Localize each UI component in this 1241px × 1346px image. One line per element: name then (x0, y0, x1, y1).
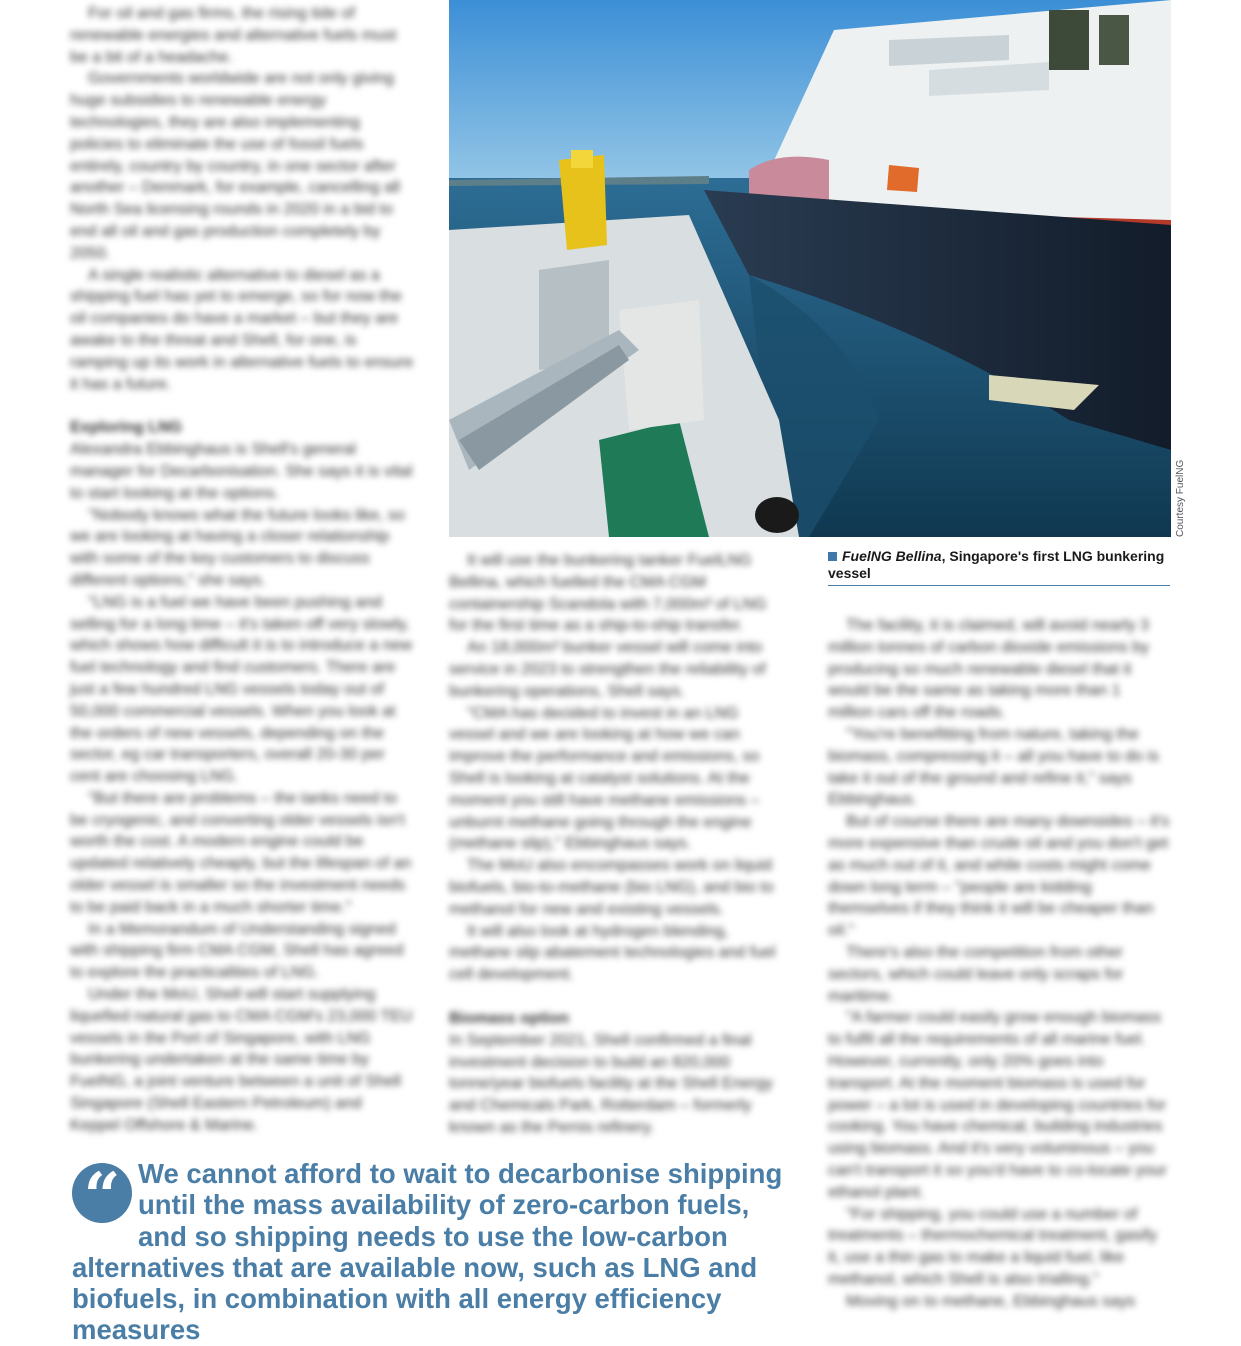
body-paragraph: "A farmer could easily grow enough biomass to fulfil all the requirements of all marine fuel. However, currently, only 20% goes into transport. At the moment biomass is used for power – a lot is used in developing countries for cooking. You have chemical, building industries using biomass. And it's very voluminous – you can't transport it so you'd have to co-locate your ethanol plant. (828, 1009, 1167, 1201)
caption-vessel-name: FuelNG Bellina (842, 548, 942, 564)
body-paragraph: But of course there are many downsides – it's more expensive than crude oil and you don't get as much out of it, and while costs might come down long term – "people are kidding themselves if they think it will be cheaper than oil." (828, 813, 1170, 940)
body-paragraph: The MoU also encompasses work on liquid biofuels, bio-to-methane (bio LNG), and bio to methanol for new and existing vessels. (449, 857, 774, 918)
body-paragraph: There's also the competition from other sectors, which could leave only scraps for maritime. (828, 943, 1124, 1005)
body-paragraph: In September 2021, Shell confirmed a final investment decision to build an 820,000 tonne/year biofuels facility at the Shell Energy and Chemicals Park, Rotterdam – formerly known as the Pernis refinery. (449, 1031, 773, 1136)
caption-square-icon (828, 552, 837, 561)
body-paragraph: An 18,000m³ bunker vessel will come into service in 2023 to strengthen the reliability of bunkering operations, Shell says. (449, 639, 766, 700)
section-heading: Biomass option (449, 1009, 570, 1027)
body-paragraph: Alexandra Ebbinghaus is Shell's general manager for Decarbonisation. She says it is vital to start looking at the options. (70, 441, 413, 502)
left-article-column (70, 3, 415, 1137)
body-paragraph: "Nobody knows what the future looks like, so we are looking at having a closer relationship with some of the key customers to discuss different options," she says. (70, 506, 405, 589)
body-paragraph: It will also look at hydrogen blending, methane slip abatement technologies and fuel cell development. (449, 922, 776, 984)
body-paragraph: A single realistic alternative to diesel as a shipping fuel has yet to emerge, so for now the oil companies do have a market – but they are awake to the threat and Shell, for one, is ramping up its work in alternative fuels to ensure it has a future. (70, 266, 414, 393)
body-paragraph: It will use the bunkering tanker FuelLNG Bellina, which fuelled the CMA CGM containership Scandola with 7,000m³ of LNG for the first time as a ship-to-ship transfer. (449, 552, 767, 635)
section-heading: Exploring LNG (70, 419, 182, 437)
body-paragraph: "You're benefitting from nature, taking the biomass, compressing it – all you have to do is take it out of the ground and refine it," says Ebbinghaus. (828, 725, 1159, 809)
body-paragraph: "But there are problems – the tanks need to be cryogenic, and converting older vessels isn't worth the cost. A modern engine could be updated relatively cheaply, but the lifespan of an older vessel is smaller so the investment needs to be paid back in a much shorter time." (70, 789, 412, 916)
body-paragraph: "CMA has decided to invest in an LNG vessel and we are looking at how we can improve the performance and emissions, so Shell is looking at catalyst solutions. At the moment you still have methane emissions – unburnt methane going through the engine (methane slip)," Ebbinghaus says. (449, 704, 760, 853)
body-paragraph: "LNG is a fuel we have been pushing and selling for a long time – it's taken off very slowly, which shows how difficult it is to introduce a new fuel technology and find customers. There are just a few hundred LNG vessels today out of 50,000 commercial vessels. When you look at the orders of new vessels, depending on the sector, eg car transporters, overall 20-30 per cent are choosing LNG. (70, 593, 413, 786)
body-paragraph: The facility, it is claimed, will avoid nearly 3 million tonnes of carbon dioxide emissions by producing so much renewable diesel that it would be the same as taking more than 1 million cars off the roads. (828, 617, 1150, 722)
pull-quote-text: We cannot afford to wait to decarbonise shipping until the mass availability of zero-carbon fuels, and so shipping needs to use the low-carbon alternatives that are available now, such as LNG and biofuels, in combination with all energy efficiency measures (72, 1158, 783, 1346)
photo-credit: Courtesy FuelNG (1175, 459, 1186, 537)
middle-article-column (449, 550, 787, 1139)
pull-quote (72, 1158, 802, 1346)
right-article-column (828, 615, 1170, 1313)
body-paragraph: For oil and gas firms, the rising tide of renewable energies and alternative fuels must be a bit of a headache. (70, 5, 397, 66)
body-paragraph: Moving on to methane, Ebbinghaus says (846, 1292, 1136, 1310)
body-paragraph: Under the MoU, Shell will start supplying liquefied natural gas to CMA CGM's 23,000 TEU vessels in the Port of Singapore, with LNG bunkering undertaken at the same time by FuelNG, a joint venture between a unit of Shell Singapore (Shell Eastern Petroleum) and Keppel Offshore & Marine. (70, 986, 413, 1134)
quote-mark-icon: “ (72, 1163, 132, 1223)
caption-text: , Singapore's first LNG bunkering vessel (828, 548, 1165, 581)
body-paragraph: Governments worldwide are not only giving huge subsidies to renewable energy technologies, they are also implementing policies to eliminate the use of fossil fuels entirely, country by country, in one sector after another – Denmark, for example, cancelling all North Sea licensing rounds in 2020 in a bid to end all oil and gas production completely by 2050. (70, 70, 400, 262)
photo-caption (828, 548, 1170, 586)
body-paragraph: In a Memorandum of Understanding signed with shipping firm CMA CGM, Shell has agreed to explore the practicalities of LNG. (70, 920, 404, 982)
body-paragraph: "For shipping, you could use a number of treatments – thermochemical treatment, gasify it, use a thin gas to make a liquid fuel, like methanol, which Shell is also trialling." (828, 1205, 1158, 1288)
vessel-photo (449, 0, 1171, 537)
